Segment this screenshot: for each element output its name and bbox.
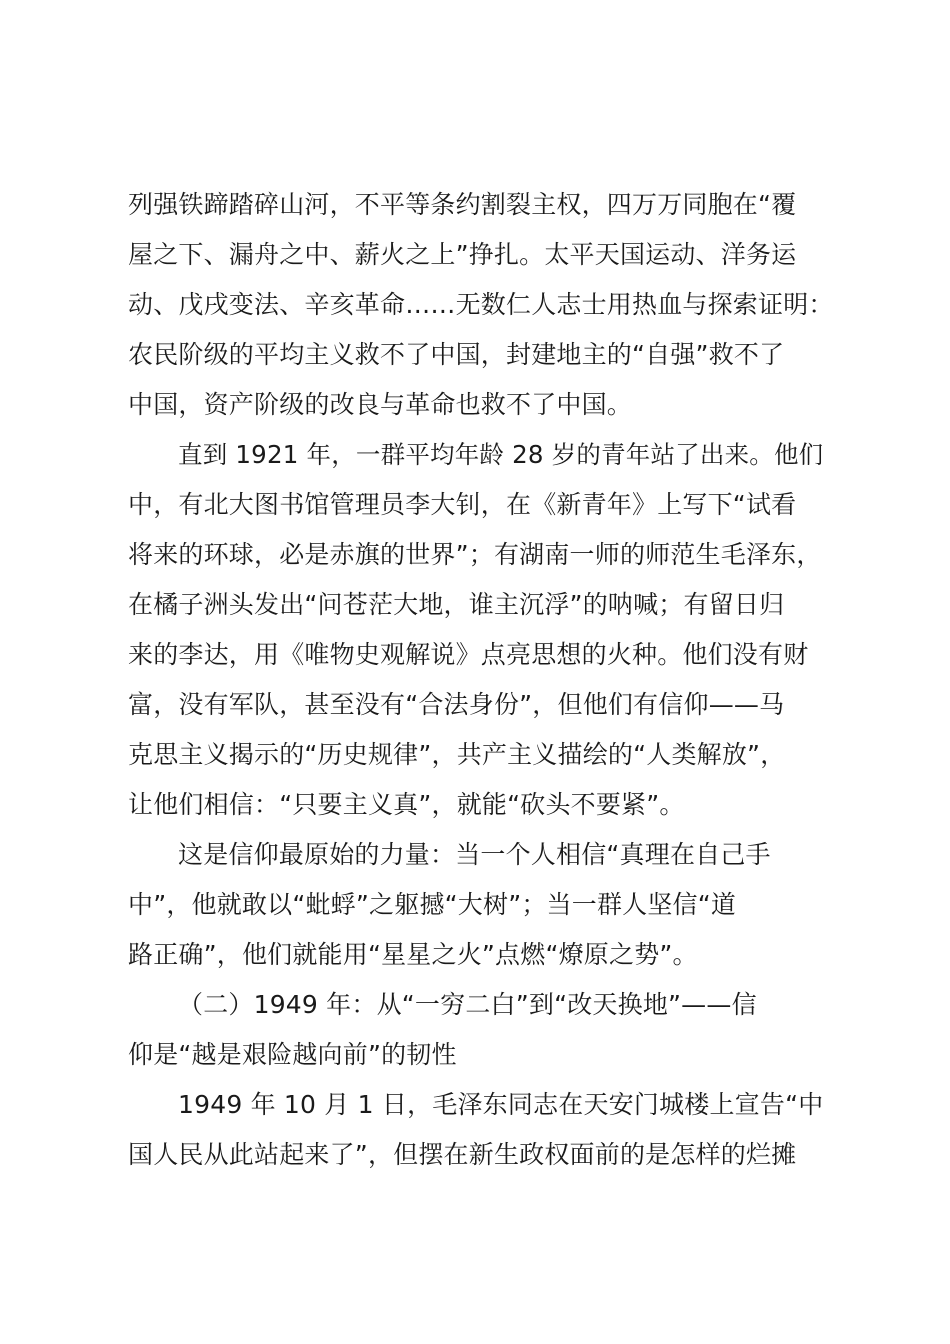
paragraph-1 — [128, 180, 833, 430]
text-line: 中”，他就敢以“蚍蜉”之躯撼“大树”；当一群人坚信“道 — [128, 890, 737, 919]
text-line: 1949 年 10 月 1 日，毛泽东同志在天安门城楼上宣告“中 — [178, 1090, 824, 1119]
text-line: 动、戊戌变法、辛亥革命……无数仁人志士用热血与探索证明： — [128, 290, 834, 319]
text-line: 富，没有军队，甚至没有“合法身份”，但他们有信仰——马 — [128, 690, 785, 719]
body-text — [128, 180, 833, 1180]
text-line: 列强铁蹄踏碎山河，不平等条约割裂主权，四万万同胞在“覆 — [128, 190, 797, 219]
text-line: 来的李达，用《唯物史观解说》点亮思想的火种。他们没有财 — [128, 640, 809, 669]
text-line: 让他们相信：“只要主义真”，就能“砍头不要紧”。 — [128, 790, 685, 819]
text-line: 在橘子洲头发出“问苍茫大地，谁主沉浮”的呐喊；有留日归 — [128, 590, 785, 619]
text-line: 屋之下、漏舟之中、薪火之上”挣扎。太平天国运动、洋务运 — [128, 240, 797, 269]
section-heading — [128, 980, 833, 1080]
paragraph-3 — [128, 830, 833, 980]
text-line: 国人民从此站起来了”，但摆在新生政权面前的是怎样的烂摊 — [128, 1140, 797, 1169]
text-line: 中国，资产阶级的改良与革命也救不了中国。 — [128, 390, 633, 419]
paragraph-4 — [128, 1080, 833, 1180]
heading-line: （二）1949 年：从“一穷二白”到“改天换地”——信 — [178, 990, 757, 1019]
text-line: 中，有北大图书馆管理员李大钊，在《新青年》上写下“试看 — [128, 490, 797, 519]
text-line: 将来的环球，必是赤旗的世界”；有湖南一师的师范生毛泽东， — [128, 540, 822, 569]
paragraph-2 — [128, 430, 833, 830]
text-line: 农民阶级的平均主义救不了中国，封建地主的“自强”救不了 — [128, 340, 785, 369]
text-line: 直到 1921 年，一群平均年龄 28 岁的青年站了出来。他们 — [178, 440, 824, 469]
text-line: 路正确”，他们就能用“星星之火”点燃“燎原之势”。 — [128, 940, 698, 969]
text-line: 克思主义揭示的“历史规律”，共产主义描绘的“人类解放”， — [128, 740, 786, 769]
heading-line: 仰是“越是艰险越向前”的韧性 — [128, 1040, 457, 1069]
text-line: 这是信仰最原始的力量：当一个人相信“真理在自己手 — [178, 840, 771, 869]
